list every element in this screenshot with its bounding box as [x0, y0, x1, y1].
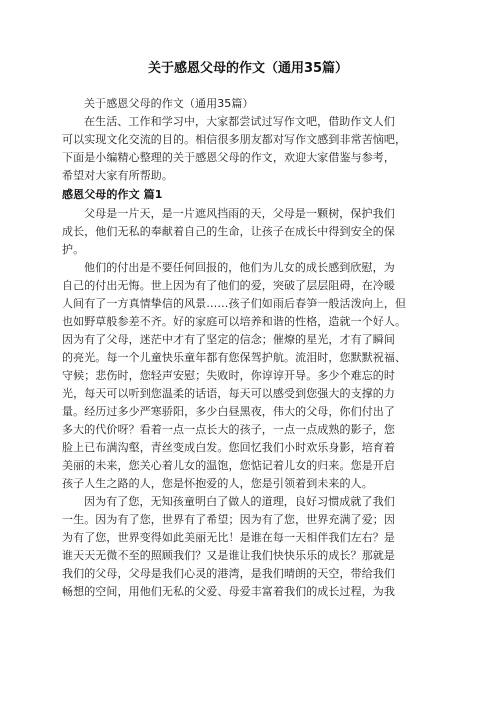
paragraph-line: 在生活、工作和学习中，大家都尝试过写作文吧，借助作文人们 [84, 115, 395, 128]
paragraph-line: 人间有了一方真情挚信的风景……孩子们如雨后春笋一般活泼向上，但 [62, 297, 407, 310]
paragraph-line: 自己的付出无悔。世上因为有了他们的爱，突破了层层阻碍，在冷暖 [62, 279, 395, 292]
paragraph-line: 一生。因为有了您，世界有了希望；因为有了您，世界充满了爱；因 [62, 513, 395, 526]
paragraph-line: 孩子人生之路的人，您是怀抱爱的人，您是引领着到未来的人。 [62, 477, 373, 490]
paragraph-line: 美丽的未来，您关心着儿女的温饱，您惦记着儿女的归来。您是开启 [62, 459, 395, 472]
paragraph-line: 多大的代价呀？看着一点一点长大的孩子，一点一点成熟的影子，您 [62, 423, 395, 436]
paragraph-line: 的亮光。每一个儿童快乐童年都有您保驾护航。流泪时，您默默祝福、 [62, 351, 407, 364]
paragraph-line: 我们的父母，父母是我们心灵的港湾，是我们晴朗的天空，带给我们 [62, 567, 395, 580]
subtitle-line: 关于感恩父母的作文（通用35篇） [84, 97, 254, 110]
paragraph-line: 因为有了您，无知孩童明白了做人的道理，良好习惯成就了我们 [84, 495, 395, 508]
paragraph-line: 可以实现文化交流的目的。相信很多朋友都对写作文感到非常苦恼吧， [62, 133, 407, 146]
paragraph-line: 也如野草般参差不齐。好的家庭可以培养和谐的性格，造就一个好人。 [62, 315, 407, 328]
paragraph-line: 成长，他们无私的奉献着自己的生命，让孩子在成长中得到安全的保 [62, 225, 395, 238]
paragraph-line: 因为有了父母，迷茫中才有了坚定的信念；催燎的星光，才有了瞬间 [62, 333, 395, 346]
paragraph-line: 谁天天无微不至的照顾我们？又是谁让我们快快乐乐的成长？那就是 [62, 549, 395, 562]
paragraph-line: 希望对大家有所帮助。 [62, 169, 173, 182]
paragraph-line: 守候；悲伤时，您轻声安慰；失败时，你谆谆开导。多少个难忘的时 [62, 369, 395, 382]
document-title: 关于感恩父母的作文（通用35篇） [147, 61, 349, 76]
paragraph-line: 脸上已布满沟壑，青丝变成白发。您回忆我们小时欢乐身影，培育着 [62, 441, 395, 454]
section-heading: 感恩父母的作文 篇1 [62, 188, 163, 201]
paragraph-line: 为有了您，世界变得如此美丽无比！是谁在每一天相伴我们左右？是 [62, 531, 395, 544]
paragraph-line: 畅想的空间，用他们无私的父爱、母爱丰富着我们的成长过程，为我 [62, 585, 395, 598]
paragraph-line: 量。经历过多少严寒骄阳，多少白昼黑夜，伟大的父母，你们付出了 [62, 405, 395, 418]
paragraph-line: 护。 [62, 243, 85, 256]
paragraph-line: 父母是一片天，是一片遮风挡雨的天，父母是一颗树，保护我们 [84, 207, 395, 220]
paragraph-line: 光，每天可以听到您温柔的话语，每天可以感受到您强大的支撑的力 [62, 387, 395, 400]
paragraph-line: 下面是小编精心整理的关于感恩父母的作文，欢迎大家借鉴与参考， [62, 151, 395, 164]
paragraph-line: 他们的付出是不要任何回报的，他们为儿女的成长感到欣慰，为 [84, 261, 395, 274]
